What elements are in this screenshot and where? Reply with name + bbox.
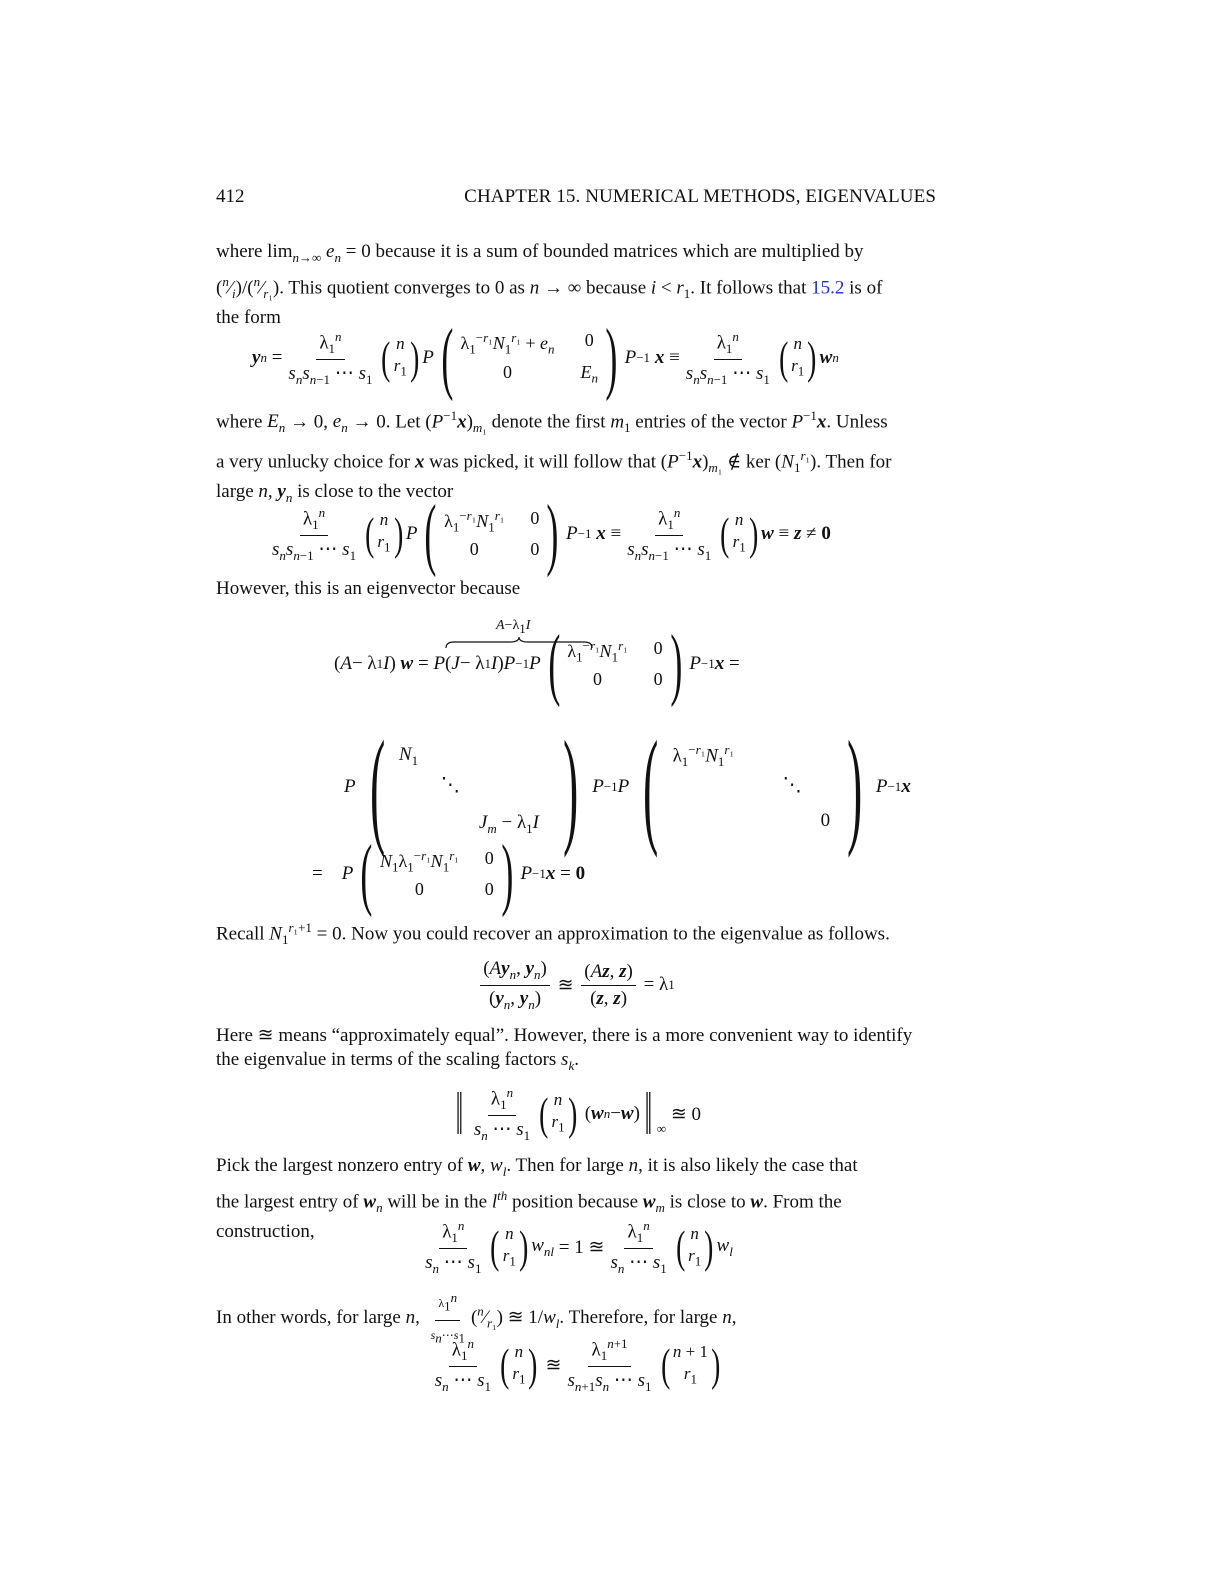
equation-reference-link[interactable]: 15.2 xyxy=(811,277,845,299)
paragraph-4: Recall $N_1^{r_1+1} = 0$. Now you could recover an approximation to the eigenvalue as follows. xyxy=(216,920,890,948)
equation-eigenvector-2: P ( $N_1$ ⋱ $J_m - \lambda_1I$ ) P −1 P ( $\lambda_1^{-r_1}N_1^{r_1}$ ⋱ 0 ) P −1 x xyxy=(344,715,911,859)
equation-ratio: $\frac{\lambda_1^n}{s_n \cdots s_1}$ ( n $r_1$ ) ≊ $\frac{\lambda_1^{n+1}}{s_{n+1}s_n \cdots s_1}$ ( n + 1 $r_1$ ) xyxy=(434,1336,721,1394)
paragraph-5: Here ≊ means “approximately equal”. However, there is a more convenient way to identify the eigenvalue in terms of the scaling factors $s_k$. xyxy=(216,1025,913,1073)
paragraph-3: However, this is an eigenvector because xyxy=(216,578,521,599)
equation-yn: y n = $\frac{\lambda_1^n}{s_ns_{n-1} \cdots s_1}$ ( n $r_1$ ) P ( $\lambda_1^{-r_1}N_1^{r_1} + e_n$ 0 0 $E_n$ ) P −1 x ≡ $\frac{\lambda_1^n}{s_ns_{n-1} \cdots s_1}$ ( n $r_1$ ) w n xyxy=(252,314,839,402)
chapter-title: CHAPTER 15. NUMERICAL METHODS, EIGENVALUES xyxy=(464,186,936,207)
paragraph-7: In other words, for large n, $\frac{\lambda_1^n}{s_n\cdots s_1}$ $(^n⁄_{r_1})$ ≊ $1/w_l$. Therefore, for large n, xyxy=(216,1286,936,1351)
equation-rayleigh-quotient: $\frac{(Ay_n, y_n)}{(y_n, y_n)}$ ≊ $\frac{(Az, z)}{(z, z)}$ = λ 1 xyxy=(216,958,936,1013)
equation-limit-vector: $\frac{\lambda_1^n}{s_ns_{n-1} \cdots s_1}$ ( n $r_1$ ) P ( $\lambda_1^{-r_1}N_1^{r_1}$ 0 0 0 ) P −1 x ≡ $\frac{\lambda_1^n}{s_ns_{n-1} \cdots s_1}$ ( n $r_1$ ) w ≡ z ≠ 0 xyxy=(272,490,831,578)
equation-norm: ‖ $\frac{\lambda_1^n}{s_n \cdots s_1}$ ( n $r_1$ ) ( w n − w ) ‖ $_\infty$ ≊ 0 xyxy=(455,1081,701,1147)
equation-eigenvector-3: = P ( $N_1\lambda_1^{-r_1}N_1^{r_1}$ 0 0 0 ) P −1 x = 0 xyxy=(312,830,586,918)
page-number: 412 xyxy=(216,186,245,207)
paragraph-2: where $E_n \to 0$, $e_n \to 0$. Let $(P^{-1}x)_{m_1}$ denote the first $m_1$ entries of the vector $P^{-1}x$. Unless a very unlucky choice for x was picked, it will follow that $(P^{-1}x)_{m_1}$ ∉ ker $(N_1^{r_1})$. Then for large n, $y_n$ is close to the vector xyxy=(216,408,892,506)
paragraph-1: where $\lim_{n\to\infty} e_n = 0$ because it is a sum of bounded matrices which are multiplied by $(^n⁄_i)/(^n⁄_{r_1})$. This quotient converges to 0 as n → ∞ because $i < r_1$. It follows that 15.2 is of the form xyxy=(216,241,883,328)
paragraph-6: Pick the largest nonzero entry of w, $w_l$. Then for large n, it is also likely the case that the largest entry of $w_n$ will be in the $l^{th}$ position because $w_m$ is close to w. From the construction, xyxy=(216,1155,858,1242)
equation-largest-entry: $\frac{\lambda_1^n}{s_n \cdots s_1}$ ( n $r_1$ ) $w_{nl}$ = 1 ≊ $\frac{\lambda_1^n}{s_n \cdots s_1}$ ( n $r_1$ ) $w_l$ xyxy=(425,1218,733,1276)
